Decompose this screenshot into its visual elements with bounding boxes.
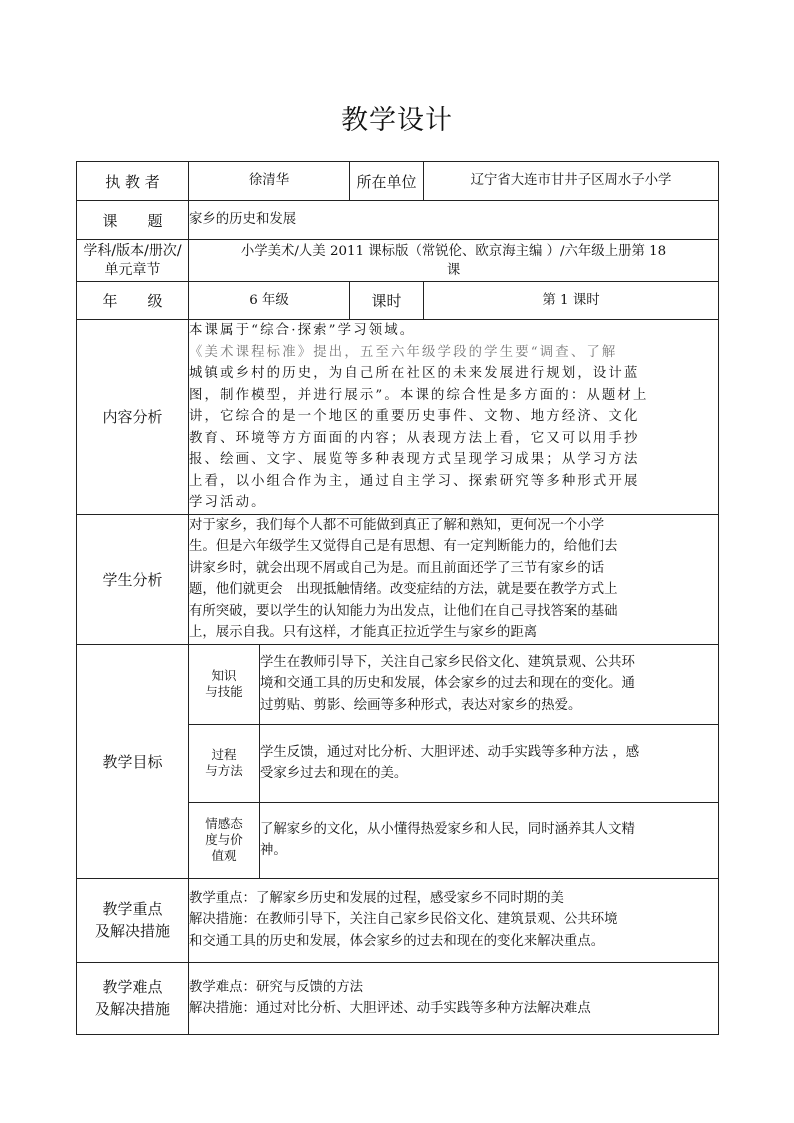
key-label <box>77 878 189 962</box>
row-subject <box>77 240 719 282</box>
difficulty-line: 教学难点：研究与反馈的方法 <box>189 979 364 995</box>
difficulty-label-line2: 及解决措施 <box>94 1000 170 1018</box>
key-label-line2: 及解决措施 <box>94 922 170 940</box>
content-line: 上看，以小组合作为主，通过自主学习、探索研究等多种形式开展 <box>189 473 640 489</box>
content-line: 报、绘画、文字、展览等多种表现方式呈现学习成果；从学习方法 <box>189 452 640 467</box>
student-line: 讲家乡时，就会出现不屑或自己为是。而且前面还学了三节有家乡的话 <box>189 560 605 576</box>
row-goal-knowledge <box>77 644 719 724</box>
student-line: 对于家乡，我们每个人都不可能做到真正了解和熟知，更何况一个小学 <box>189 517 605 533</box>
knowledge-label-line2: 与技能 <box>205 684 243 699</box>
knowledge-label <box>189 644 260 724</box>
attitude-label-line1: 情感态 <box>205 816 243 831</box>
process-line: 受家乡过去和现在的美。 <box>260 766 408 781</box>
row-content-analysis <box>77 320 719 515</box>
student-text <box>189 514 719 644</box>
row-grade <box>77 282 719 320</box>
content-line: 讲，它综合的是一个地区的重要历史事件、文物、地方经济、文化 <box>189 409 640 424</box>
process-line: 学生反馈，通过对比分析、大胆评述、动手实践等多种方法 ，感 <box>260 744 640 760</box>
topic-label: 课 题 <box>77 201 189 240</box>
subject-value-line1: 小学美术/人美 2011 课标版（常锐伦、欧京海主编 ）/六年级上册第 18 <box>240 243 667 259</box>
unit-label: 所在单位 <box>350 162 424 201</box>
row-key-points <box>77 878 719 962</box>
knowledge-line: 过剪贴、剪影、绘画等多种形式，表达对家乡的热爱。 <box>260 697 582 713</box>
grade-label: 年 级 <box>77 282 189 320</box>
process-label-line1: 过程 <box>211 747 237 762</box>
student-line: 生。但是六年级学生又觉得自己是有思想、有一定判断能力的，给他们去 <box>189 539 618 554</box>
content-text <box>189 320 719 515</box>
student-line: 上，展示自我。只有这样，才能真正拉近学生与家乡的距离 <box>189 625 538 640</box>
difficulty-text <box>189 962 719 1034</box>
attitude-label-line3: 值观 <box>211 848 237 863</box>
subject-value-line2: 课 <box>446 262 461 278</box>
content-label: 内容分析 <box>77 320 189 515</box>
content-line: 本课属于“综合·探索”学习领域。 <box>189 323 416 338</box>
subject-value <box>189 240 719 282</box>
period-value: 第 1 课时 <box>424 282 719 320</box>
row-teacher <box>77 162 719 201</box>
topic-value: 家乡的历史和发展 <box>189 201 719 240</box>
content-line: 图，制作模型，并进行展示”。本课的综合性是多方面的：从题材上 <box>189 387 649 403</box>
subject-label: 学科/版本/册次/单元章节 <box>77 240 189 282</box>
knowledge-line: 学生在教师引导下，关注自己家乡民俗文化、建筑景观、公共环 <box>260 654 635 670</box>
key-line: 和交通工具的历史和发展，体会家乡的过去和现在的变化来解决重点。 <box>189 933 605 949</box>
content-line: 学习活动。 <box>189 495 267 510</box>
attitude-label <box>189 802 260 878</box>
key-text <box>189 878 719 962</box>
process-label-line2: 与方法 <box>205 763 243 778</box>
student-label: 学生分析 <box>77 514 189 644</box>
unit-value: 辽宁省大连市甘井子区周水子小学 <box>424 162 719 201</box>
content-line: 城镇或乡村的历史，为自己所在社区的未来发展进行规划，设计蓝 <box>189 366 640 381</box>
teacher-label: 执 教 者 <box>77 162 189 201</box>
attitude-label-line2: 度与价 <box>205 832 243 847</box>
attitude-line: 了解家乡的文化，从小懂得热爱家乡和人民，同时涵养其人文精 <box>260 821 635 837</box>
row-topic <box>77 201 719 240</box>
process-label <box>189 724 260 802</box>
row-difficulty <box>77 962 719 1034</box>
difficulty-label-line1: 教学难点 <box>102 978 163 996</box>
grade-value: 6 年级 <box>189 282 350 320</box>
period-label: 课时 <box>350 282 424 320</box>
key-line: 教学重点：了解家乡历史和发展的过程，感受家乡不同时期的美 <box>189 890 564 906</box>
attitude-text <box>260 802 719 878</box>
key-line: 解决措施：在教师引导下，关注自己家乡民俗文化、建筑景观、公共环境 <box>189 912 618 928</box>
student-line: 有所突破，要以学生的认知能力为出发点，让他们在自己寻找答案的基础 <box>189 603 618 619</box>
lesson-plan-table <box>76 161 719 1035</box>
difficulty-label <box>77 962 189 1034</box>
knowledge-label-line1: 知识 <box>211 668 237 683</box>
process-text <box>260 724 719 802</box>
knowledge-line: 境和交通工具的历史和发展，体会家乡的过去和现在的变化。通 <box>260 676 635 692</box>
content-line: 教育、环境等方方面面的内容；从表现方法上看，它又可以用手抄 <box>189 430 640 446</box>
key-label-line1: 教学重点 <box>102 900 163 918</box>
content-line: 《美术课程标准》提出，五至六年级学段的学生要“调查、了解 <box>189 344 618 360</box>
row-student-analysis <box>77 514 719 644</box>
difficulty-line: 解决措施：通过对比分析、大胆评述、动手实践等多种方法解决难点 <box>189 1001 591 1016</box>
page-title: 教学设计 <box>341 105 453 136</box>
goals-label: 教学目标 <box>77 644 189 878</box>
student-line: 题，他们就更会 出现抵触情绪。改变症结的方法，就是要在教学方式上 <box>189 582 618 597</box>
knowledge-text <box>260 644 719 724</box>
teacher-value: 徐清华 <box>189 162 350 201</box>
attitude-line: 神。 <box>260 843 287 858</box>
